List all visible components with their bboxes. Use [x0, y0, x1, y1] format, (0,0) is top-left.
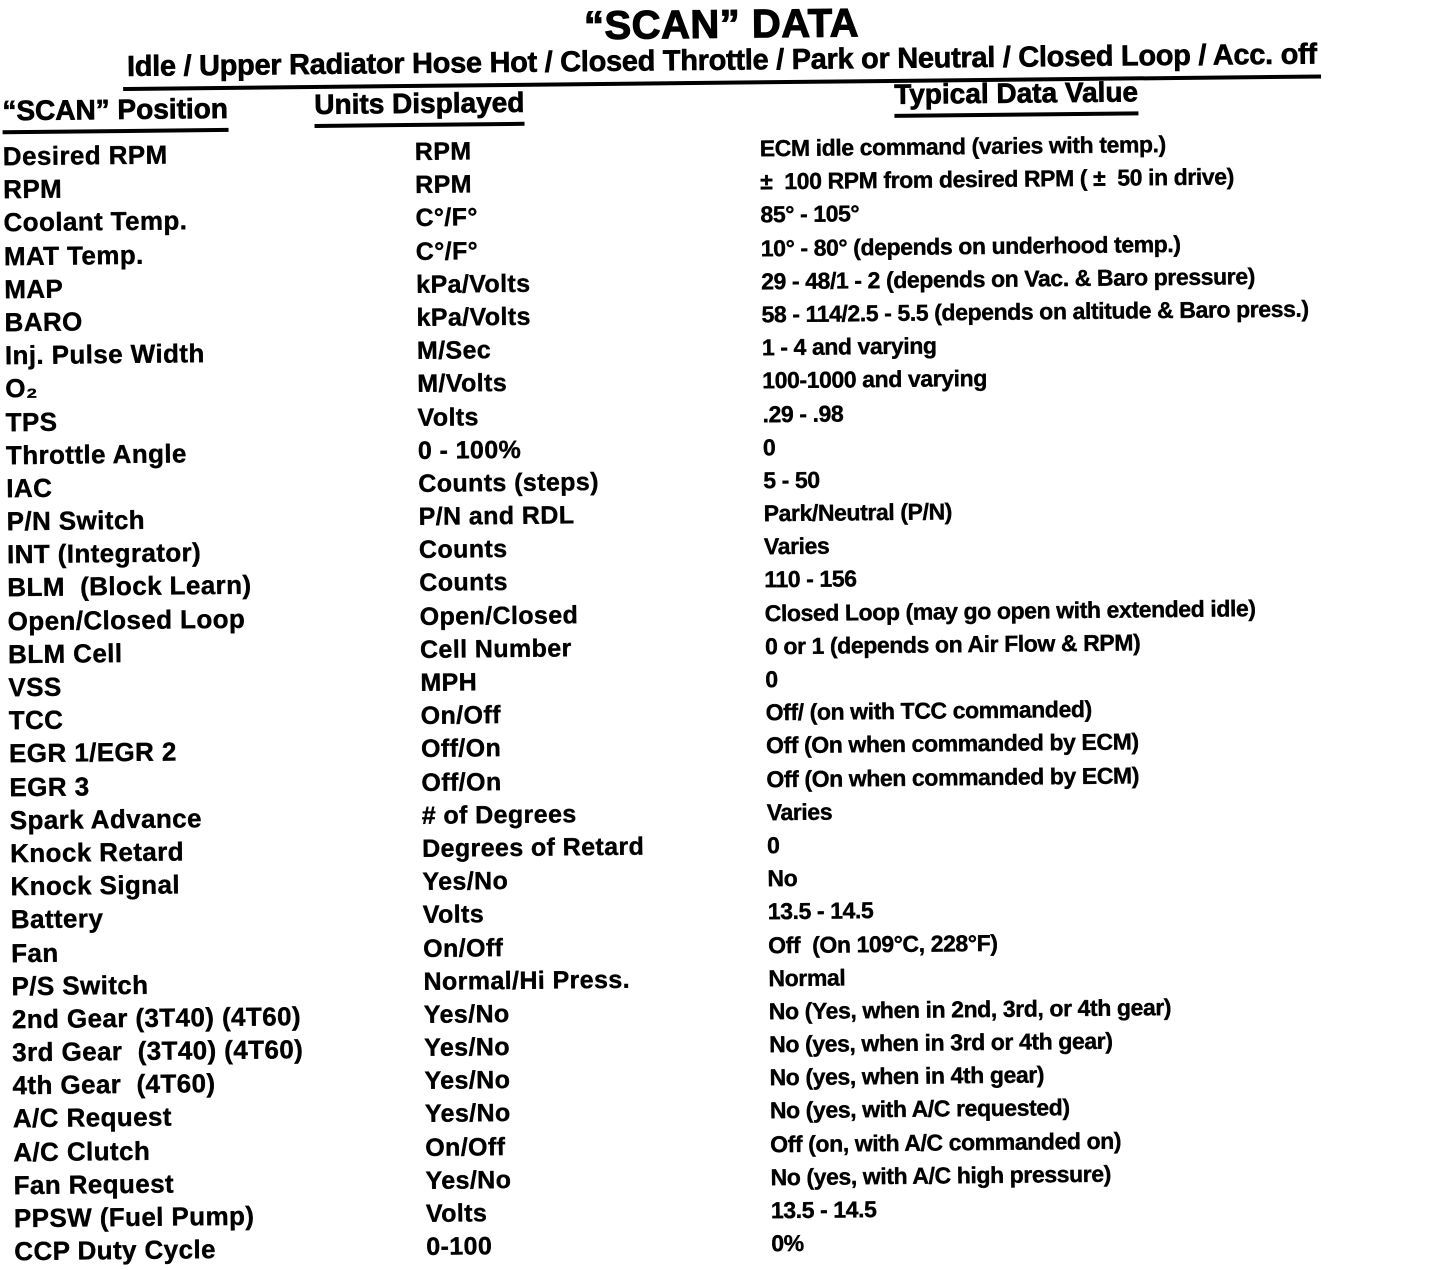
- scan-position-cell: A/C Clutch: [13, 1135, 151, 1167]
- scan-position-cell: Open/Closed Loop: [7, 603, 246, 636]
- units-displayed-cell: RPM: [414, 137, 472, 166]
- units-displayed-cell: Yes/No: [424, 1099, 511, 1129]
- typical-data-value-cell: 1 - 4 and varying: [761, 332, 937, 361]
- units-displayed-cell: MPH: [420, 668, 478, 697]
- scan-position-cell: MAP: [4, 273, 64, 304]
- scan-position-cell: Fan: [11, 937, 59, 968]
- scan-position-cell: Fan Request: [13, 1168, 175, 1201]
- units-displayed-cell: Counts: [418, 535, 508, 565]
- units-displayed-cell: Yes/No: [424, 1066, 511, 1096]
- scan-position-cell: Throttle Angle: [5, 438, 187, 470]
- units-displayed-cell: 0 - 100%: [417, 435, 522, 465]
- scan-position-cell: Spark Advance: [9, 802, 203, 835]
- typical-data-value-cell: 110 - 156: [764, 565, 857, 593]
- typical-data-value-cell: 0%: [771, 1230, 804, 1257]
- scan-position-cell: INT (Integrator): [6, 537, 202, 570]
- units-displayed-cell: Off/On: [420, 734, 502, 764]
- test-conditions-line: Idle / Upper Radiator Hose Hot / Closed Throttle / Park or Neutral / Closed Loop / Acc. off: [123, 38, 1321, 91]
- scan-position-cell: Desired RPM: [2, 139, 168, 172]
- units-displayed-cell: Volts: [417, 402, 479, 432]
- column-header-typical-data-value: Typical Data Value: [894, 76, 1138, 118]
- typical-data-value-cell: Off (On when commanded by ECM): [766, 761, 1140, 792]
- typical-data-value-cell: 0 or 1 (depends on Air Flow & RPM): [764, 629, 1141, 660]
- scan-position-cell: Battery: [10, 903, 104, 935]
- scan-position-cell: A/C Request: [12, 1101, 173, 1134]
- scan-position-cell: VSS: [8, 671, 62, 703]
- units-displayed-cell: Yes/No: [424, 1033, 511, 1062]
- typical-data-value-cell: No (yes, with A/C high pressure): [770, 1160, 1112, 1191]
- scan-position-cell: RPM: [3, 173, 63, 205]
- units-displayed-cell: P/N and RDL: [418, 501, 575, 531]
- units-displayed-cell: Yes/No: [423, 999, 510, 1029]
- units-displayed-cell: Volts: [422, 900, 485, 930]
- typical-data-value-cell: 5 - 50: [763, 466, 820, 494]
- typical-data-value-cell: No: [767, 865, 798, 892]
- column-header-scan-position: “SCAN” Position: [2, 93, 228, 134]
- units-displayed-cell: kPa/Volts: [416, 269, 531, 299]
- typical-data-value-cell: Varies: [766, 798, 833, 826]
- scan-position-cell: PPSW (Fuel Pump): [13, 1200, 255, 1234]
- scan-position-cell: BLM Cell: [7, 637, 123, 670]
- units-displayed-cell: # of Degrees: [421, 800, 577, 830]
- units-displayed-cell: Counts (steps): [418, 467, 600, 498]
- scan-position-cell: BLM (Block Learn): [7, 570, 252, 603]
- typical-data-value-cell: No (yes, when in 3rd or 4th gear): [769, 1027, 1113, 1058]
- typical-data-value-cell: 0: [762, 433, 776, 461]
- units-displayed-cell: C°/F°: [415, 203, 478, 233]
- units-displayed-cell: Cell Number: [419, 634, 572, 664]
- typical-data-value-cell: Off/ (on with TCC commanded): [765, 696, 1092, 726]
- units-displayed-cell: 0-100: [426, 1232, 493, 1262]
- typical-data-value-cell: No (yes, when in 4th gear): [769, 1061, 1045, 1091]
- units-displayed-cell: Yes/No: [425, 1165, 512, 1195]
- scan-position-cell: P/S Switch: [11, 969, 149, 1001]
- typical-data-value-cell: 100-1000 and varying: [762, 365, 988, 394]
- scan-position-cell: Knock Retard: [9, 836, 185, 869]
- typical-data-value-cell: 85° - 105°: [760, 200, 860, 228]
- typical-data-value-cell: 10° - 80° (depends on underhood temp.): [760, 230, 1181, 261]
- typical-data-value-cell: Off (On when commanded by ECM): [765, 728, 1139, 759]
- units-displayed-cell: On/Off: [420, 701, 502, 731]
- scan-position-cell: 3rd Gear (3T40) (4T60): [12, 1034, 304, 1068]
- typical-data-value-cell: Varies: [763, 532, 830, 560]
- units-displayed-cell: Normal/Hi Press.: [423, 965, 631, 996]
- typical-data-value-cell: Closed Loop (may go open with extended idle): [764, 594, 1256, 626]
- typical-data-value-cell: No (yes, with A/C requested): [769, 1094, 1070, 1124]
- column-header-units-displayed: Units Displayed: [314, 87, 524, 128]
- typical-data-value-cell: 0: [765, 666, 778, 693]
- scan-position-cell: O₂: [5, 373, 38, 404]
- typical-data-value-cell: Normal: [768, 964, 846, 991]
- typical-data-value-cell: ECM idle command (varies with temp.): [759, 131, 1166, 162]
- typical-data-value-cell: Park/Neutral (P/N): [763, 498, 953, 527]
- units-displayed-cell: Degrees of Retard: [421, 832, 645, 863]
- typical-data-value-cell: No (Yes, when in 2nd, 3rd, or 4th gear): [768, 993, 1172, 1025]
- scan-position-cell: EGR 3: [9, 770, 90, 802]
- scan-position-cell: BARO: [4, 306, 83, 338]
- units-displayed-cell: Yes/No: [422, 867, 509, 897]
- scan-position-cell: 2nd Gear (3T40) (4T60): [11, 1001, 302, 1035]
- scan-position-cell: TPS: [5, 406, 58, 437]
- typical-data-value-cell: 58 - 114/2.5 - 5.5 (depends on altitude & Baro press.): [761, 295, 1309, 328]
- typical-data-value-cell: 13.5 - 14.5: [767, 897, 874, 925]
- typical-data-value-cell: 13.5 - 14.5: [770, 1196, 877, 1224]
- typical-data-value-cell: 0: [766, 832, 780, 859]
- scan-position-cell: 4th Gear (4T60): [12, 1068, 216, 1101]
- units-displayed-cell: Counts: [419, 568, 508, 598]
- typical-data-value-cell: 29 - 48/1 - 2 (depends on Vac. & Baro pressure): [761, 262, 1256, 295]
- units-displayed-cell: kPa/Volts: [416, 302, 531, 332]
- page-title: “SCAN” DATA: [583, 1, 860, 49]
- scan-position-cell: TCC: [8, 704, 64, 736]
- units-displayed-cell: On/Off: [425, 1132, 506, 1162]
- scan-position-cell: Inj. Pulse Width: [4, 338, 205, 371]
- scan-position-cell: EGR 1/EGR 2: [8, 736, 177, 769]
- units-displayed-cell: Off/On: [421, 767, 502, 797]
- scan-position-cell: P/N Switch: [6, 504, 146, 537]
- scan-data-table: [0, 125, 1456, 1269]
- typical-data-value-cell: Off (on, with A/C commanded on): [770, 1127, 1122, 1157]
- scan-position-cell: Coolant Temp.: [3, 205, 188, 238]
- units-displayed-cell: On/Off: [422, 933, 504, 963]
- units-displayed-cell: Volts: [425, 1199, 488, 1228]
- typical-data-value-cell: .29 - .98: [762, 399, 844, 427]
- units-displayed-cell: RPM: [415, 170, 473, 200]
- units-displayed-cell: C°/F°: [415, 236, 479, 266]
- scan-position-cell: MAT Temp.: [3, 239, 144, 271]
- units-displayed-cell: M/Sec: [416, 336, 492, 366]
- typical-data-value-cell: Off (On 109°C, 228°F): [767, 929, 998, 958]
- units-displayed-cell: Open/Closed: [419, 600, 579, 631]
- scan-position-cell: IAC: [6, 472, 53, 504]
- typical-data-value-cell: ± 100 RPM from desired RPM ( ± 50 in drive): [759, 163, 1235, 195]
- units-displayed-cell: M/Volts: [417, 369, 508, 399]
- scan-position-cell: CCP Duty Cycle: [14, 1234, 217, 1267]
- scan-position-cell: Knock Signal: [10, 869, 181, 902]
